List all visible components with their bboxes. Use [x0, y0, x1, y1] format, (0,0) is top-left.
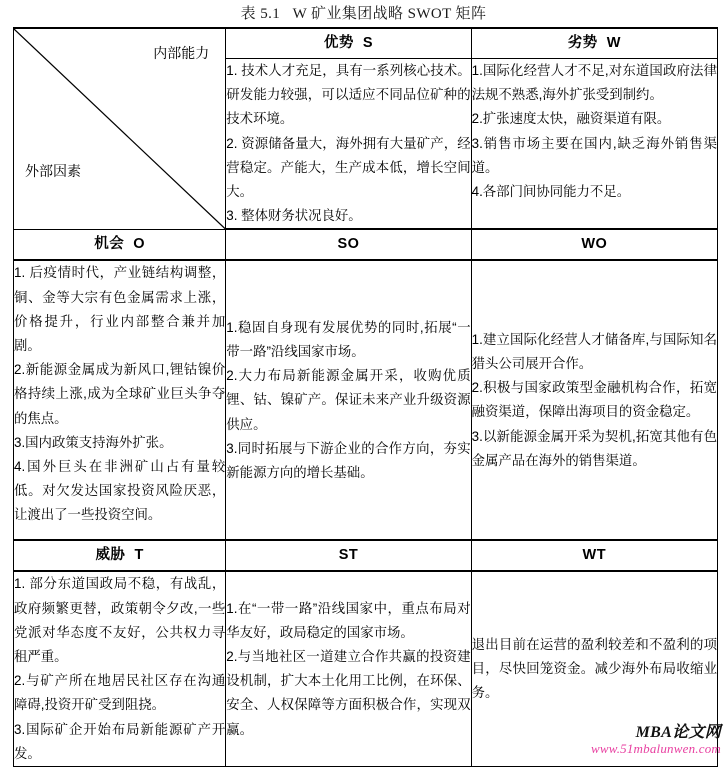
- table-row-threats-headers: [14, 540, 718, 571]
- cell-wo-item-2: 2.积极与国家政策型金融机构合作，拓宽融资渠道，保障出海项目的资金稳定。: [471, 380, 717, 420]
- cell-weaknesses-item-2: 2.扩张速度太快，融资渠道有限。: [471, 111, 671, 127]
- strategy-header-wo: WO: [471, 229, 717, 260]
- watermark-url: www.51mbalunwen.com: [591, 741, 721, 757]
- cell-opportunities-item-2: 2.新能源金属成为新风口,锂钴镍价格持续上涨,成为全球矿业巨头争夺的焦点。: [14, 362, 226, 426]
- cell-strengths-item-2: 2. 资源储备量大，海外拥有大量矿产，经营稳定。产能大，生产成本低，增长空间大。: [226, 135, 471, 200]
- cell-so: [226, 260, 471, 540]
- cell-weaknesses-item-1: 1.国际化经营人才不足,对东道国政府法律法规不熟悉,海外扩张受到制约。: [471, 63, 717, 103]
- axis-label-internal: 内部能力: [153, 45, 210, 61]
- cell-wo-item-1: 1.建立国际化经营人才储备库,与国际知名猎头公司展开合作。: [471, 331, 717, 372]
- cell-strengths: [226, 59, 471, 230]
- strategy-header-st: ST: [226, 540, 471, 571]
- row-header-threats: 威胁 T: [14, 540, 226, 571]
- cell-wo: [471, 260, 717, 540]
- cell-opportunities: [14, 260, 226, 540]
- cell-weaknesses: [471, 59, 717, 230]
- cell-so-item-3: 3.同时拓展与下游企业的合作方向，夯实新能源方向的增长基础。: [226, 440, 471, 480]
- cell-weaknesses-item-4: 4.各部门间协同能力不足。: [471, 184, 631, 200]
- cell-opportunities-item-1: 1. 后疫情时代，产业链结构调整，铜、金等大宗有色金属需求上涨，价格提升，行业内部整合兼并加剧。: [14, 265, 226, 354]
- cell-wt-item-1: 退出目前在运营的盈利较差和不盈利的项目，尽快回笼资金。减少海外布局收缩业务。: [471, 636, 717, 701]
- table-row-opportunities-headers: [14, 229, 718, 260]
- page-title: 表 5.1 W 矿业集团战略 SWOT 矩阵: [240, 6, 487, 22]
- swot-matrix-table: [13, 27, 718, 767]
- cell-threats-item-2: 2.与矿产所在地居民社区存在沟通障碍,投资开矿受到阻挠。: [14, 673, 226, 713]
- cell-weaknesses-item-3: 3.销售市场主要在国内,缺乏海外销售渠道。: [471, 135, 717, 175]
- watermark-brand: MBA论文网: [635, 723, 721, 741]
- strategy-header-so: SO: [226, 229, 471, 260]
- cell-st-item-1: 1.在“一带一路”沿线国家中，重点布局对华友好，政局稳定的国家市场。: [226, 600, 471, 640]
- cell-wt: [471, 571, 717, 766]
- column-header-strengths: 优势 S: [226, 28, 471, 59]
- cell-so-item-2: 2.大力布局新能源金属开采，收购优质锂、钴、镍矿产。保证未来产业升级资源供应。: [226, 368, 471, 432]
- strategy-header-wt: WT: [471, 540, 717, 571]
- column-header-weaknesses: 劣势 W: [471, 28, 717, 59]
- axis-corner-cell: [14, 28, 226, 229]
- cell-threats-item-1: 1. 部分东道国政局不稳，有战乱，政府频繁更替，政策朝令夕改,一些党派对华态度不友好，公共权力寻租严重。: [14, 576, 226, 665]
- table-row-threats-content: [14, 571, 718, 766]
- table-row-opportunities-content: [14, 260, 718, 540]
- cell-wo-item-3: 3.以新能源金属开采为契机,拓宽其他有色金属产品在海外的销售渠道。: [471, 428, 717, 468]
- cell-opportunities-item-4: 4.国外巨头在非洲矿山占有量较低。对欠发达国家投资风险厌恶，让渡出了一些投资空间。: [14, 459, 226, 523]
- table-row-strengths-weaknesses: [14, 28, 718, 59]
- cell-threats-item-3: 3.国际矿企开始布局新能源矿产开发。: [14, 721, 226, 761]
- cell-st-item-2: 2.与当地社区一道建立合作共赢的投资建设机制，扩大本土化用工比例，在环保、安全、人权保障等方面积极合作，实现双赢。: [226, 649, 471, 737]
- cell-so-item-1: 1.稳固自身现有发展优势的同时,拓展“一带一路”沿线国家市场。: [226, 319, 471, 359]
- cell-strengths-item-3: 3. 整体财务状况良好。: [226, 208, 362, 224]
- cell-strengths-item-1: 1. 技术人才充足，具有一系列核心技术。研发能力较强，可以适应不同品位矿种的技术环境。: [226, 63, 471, 127]
- axis-label-external: 外部因素: [25, 162, 81, 179]
- row-header-opportunities: 机会 O: [14, 229, 226, 260]
- cell-opportunities-item-3: 3.国内政策支持海外扩张。: [14, 434, 173, 450]
- cell-threats: [14, 571, 226, 766]
- cell-st: [226, 571, 471, 766]
